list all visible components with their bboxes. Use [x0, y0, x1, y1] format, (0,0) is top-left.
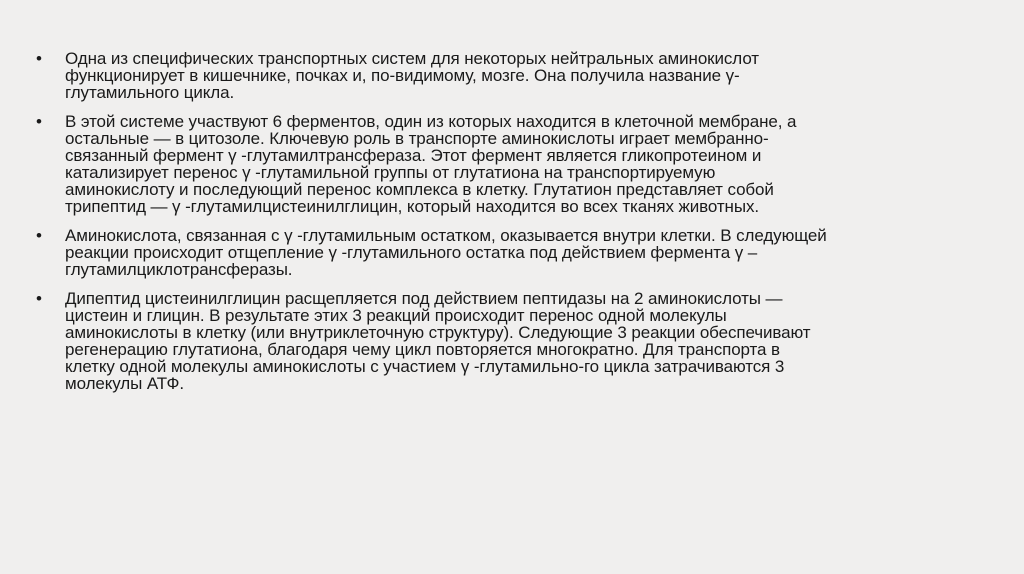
bullet-item [36, 290, 936, 392]
bullet-text-line: функционирует в кишечнике, почках и, по-видимому, мозге. Она получила название γ- [65, 66, 740, 85]
bullet-text-line: остальные — в цитозоле. Ключевую роль в транспорте аминокислоты играет мембранно- [65, 129, 769, 148]
bullet-text-line: Аминокислота, связанная с γ -глутамильным остатком, оказывается внутри клетки. В следующей [65, 226, 827, 245]
bullet-text-line: катализирует перенос γ -глутамильной группы от глутатиона на транспортируемую [65, 163, 716, 182]
slide-content [36, 50, 936, 404]
bullet-dot-icon: • [36, 226, 42, 245]
bullet-text-line: аминокислоту и последующий перенос комплекса в клетку. Глутатион представляет собой [65, 180, 774, 199]
bullet-text-line: Одна из специфических транспортных систем для некоторых нейтральных аминокислот [65, 49, 759, 68]
bullet-text-line: клетку одной молекулы аминокислоты с участием γ -глутамильно-го цикла затрачиваются 3 [65, 357, 785, 376]
bullet-item [36, 227, 936, 278]
bullet-item [36, 113, 936, 215]
bullet-text-line: Дипептид цистеинилглицин расщепляется под действием пептидазы на 2 аминокислоты — [65, 289, 783, 308]
bullet-text-line: глутамильного цикла. [65, 83, 235, 102]
bullet-text-line: трипептид — γ -глутамилцистеинилглицин, который находится во всех тканях животных. [65, 197, 759, 216]
bullet-text-line: аминокислоты в клетку (или внутриклеточную структуру). Следующие 3 реакции обеспечивают [65, 323, 811, 342]
bullet-text-line: регенерацию глутатиона, благодаря чему цикл повторяется многократно. Для транспорта в [65, 340, 780, 359]
bullet-text-line: связанный фермент γ -глутамилтрансфераза. Этот фермент является гликопротеином и [65, 146, 762, 165]
bullet-list [36, 50, 936, 392]
bullet-text-line: реакции происходит отщепление γ -глутамильного остатка под действием фермента γ – [65, 243, 758, 262]
bullet-dot-icon: • [36, 112, 42, 131]
bullet-text-line: В этой системе участвуют 6 ферментов, один из которых находится в клеточной мембране, а [65, 112, 797, 131]
bullet-dot-icon: • [36, 49, 42, 68]
bullet-text-line: молекулы АТФ. [65, 374, 184, 393]
bullet-dot-icon: • [36, 289, 42, 308]
bullet-text-line: глутамилциклотрансферазы. [65, 260, 293, 279]
bullet-text-line: цистеин и глицин. В результате этих 3 реакций происходит перенос одной молекулы [65, 306, 727, 325]
bullet-item [36, 50, 936, 101]
